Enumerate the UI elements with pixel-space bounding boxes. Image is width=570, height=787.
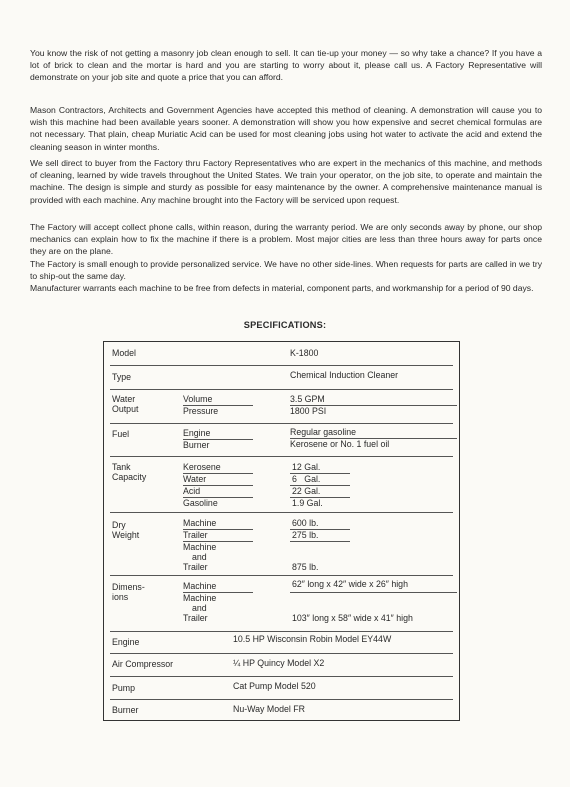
spec-sub-volume: Volume [183,394,213,404]
spec-label-dry: Dry [112,520,126,530]
spec-sub-water: Water [183,474,207,484]
spec-value-acid: 22 Gal. [292,486,321,496]
specifications-table [103,341,460,721]
spec-label-pump: Pump [112,683,135,693]
spec-value-volume: 3.5 GPM [290,394,325,404]
spec-row-dry-weight [110,512,453,576]
paragraph-service: The Factory is small enough to provide personalized service. We have no other side-lines. When requests for parts are called in we try to ship-out the same day. [30,259,542,282]
spec-sub-machine: Machine [183,518,217,528]
spec-sub-dim-machine: Machine [183,581,217,591]
spec-sub-trailer: Trailer [183,530,208,540]
sub-divider [290,541,350,542]
spec-value-dim-machine: 62″ long x 42″ wide x 26″ high [292,579,408,589]
spec-row-engine [110,631,453,654]
spec-label-engine: Engine [112,637,140,647]
spec-row-tank-capacity [110,456,453,513]
spec-sub-machine-and-trailer-line2: and [192,552,207,562]
spec-sub-pressure: Pressure [183,406,219,416]
spec-label-ions: ions [112,592,129,602]
spec-sub-acid: Acid [183,486,201,496]
spec-value-burner-fuel: Kerosene or No. 1 fuel oil [290,439,390,449]
spec-label-model: Model [112,348,136,358]
spec-value-burner: Nu-Way Model FR [233,704,306,714]
spec-sub-kerosene: Kerosene [183,462,221,472]
spec-value-dim-mat: 103″ long x 58″ wide x 41″ high [292,613,413,623]
spec-label-type: Type [112,372,132,382]
spec-value-total-weight: 875 lb. [292,562,319,572]
spec-sub-dim-mat-line3: Trailer [183,613,208,623]
spec-label-tank: Tank [112,462,131,472]
spec-value-air-compressor: ¼ HP Quincy Model X2 [233,658,325,668]
spec-sub-dim-mat-line1: Machine [183,593,217,603]
spec-row-water-output [110,389,453,424]
spec-value-type: Chemical Induction Cleaner [290,370,399,380]
spec-row-burner [110,699,453,720]
spec-label-fuel: Fuel [112,429,130,439]
spec-row-air-compressor [110,653,453,677]
spec-row-type [110,365,453,390]
spec-row-pump [110,676,453,700]
paragraph-warranty: Manufacturer warrants each machine to be free from defects in material, component parts, and workmanship for a period of 90 days. [30,283,534,293]
spec-row-fuel [110,423,453,457]
spec-label-capacity: Capacity [112,472,147,482]
spec-value-kerosene: 12 Gal. [292,462,321,472]
spec-value-engine-fuel: Regular gasoline [290,427,357,437]
spec-label-air-compressor: Air Compressor [112,659,174,669]
spec-value-model: K-1800 [290,348,319,358]
spec-sub-gasoline: Gasoline [183,498,218,508]
spec-label-output: Output [112,404,139,414]
spec-sub-machine-and-trailer-line3: Trailer [183,562,208,572]
spec-value-machine-weight: 600 lb. [292,518,319,528]
spec-value-water: 6 Gal. [292,474,321,484]
spec-value-engine: 10.5 HP Wisconsin Robin Model EY44W [233,634,392,644]
spec-sub-machine-and-trailer-line1: Machine [183,542,217,552]
specifications-heading: SPECIFICATIONS: [243,320,327,330]
paragraph-warranty-calls: The Factory will accept collect phone calls, within reason, during the warranty period. We are only seconds away by phone, our shop mechanics can explain how to fix the machine if there is a problem. Most major cities are less than three hours away for parts once they are on the plane. [30,222,542,257]
spec-value-pump: Cat Pump Model 520 [233,681,316,691]
paragraph-risk: You know the risk of not getting a masonry job clean enough to sell. It can tie-up your money — so why take a chance? If you have a lot of brick to clean and the mortar is hard and you are starting to worry about it, please call us. A Factory Representative will demonstrate on your job site and quote a price that you can afford. [30,48,542,83]
spec-value-gasoline: 1.9 Gal. [292,498,323,508]
spec-sub-burner: Burner [183,440,210,450]
paragraph-direct-sales: We sell direct to buyer from the Factory thru Factory Representatives who are expert in the mechanics of this machine, and methods of cleaning, learned by wide travels throughout the United States. We train your operator, on the job site, to operate and maintain the machine. The design is simple and sturdy as possible for easy maintenance by the owner. A comprehensive maintenance manual is provided with each machine. Any machine brought into the Factory will be serviced upon request. [30,158,542,205]
spec-label-dimens: Dimens- [112,582,145,592]
spec-row-model [110,342,453,366]
spec-row-dimensions [110,575,453,632]
spec-label-burner: Burner [112,705,139,715]
spec-label-weight: Weight [112,530,140,540]
paragraph-method: Mason Contractors, Architects and Government Agencies have accepted this method of cleaning. A demonstration will cause you to wish this machine had been available years sooner. A demonstration will show you how expensive and secret chemical formulas are not necessary. That plain, cheap Muriatic Acid can be used for most cleaning jobs using hot water to activate the acid and extend the cleaning season in winter months. [30,105,542,152]
spec-sub-engine: Engine [183,428,211,438]
spec-label-water: Water [112,394,136,404]
spec-value-pressure: 1800 PSI [290,406,327,416]
sub-divider [290,592,457,593]
spec-sub-dim-mat-line2: and [192,603,207,613]
spec-value-trailer-weight: 275 lb. [292,530,319,540]
